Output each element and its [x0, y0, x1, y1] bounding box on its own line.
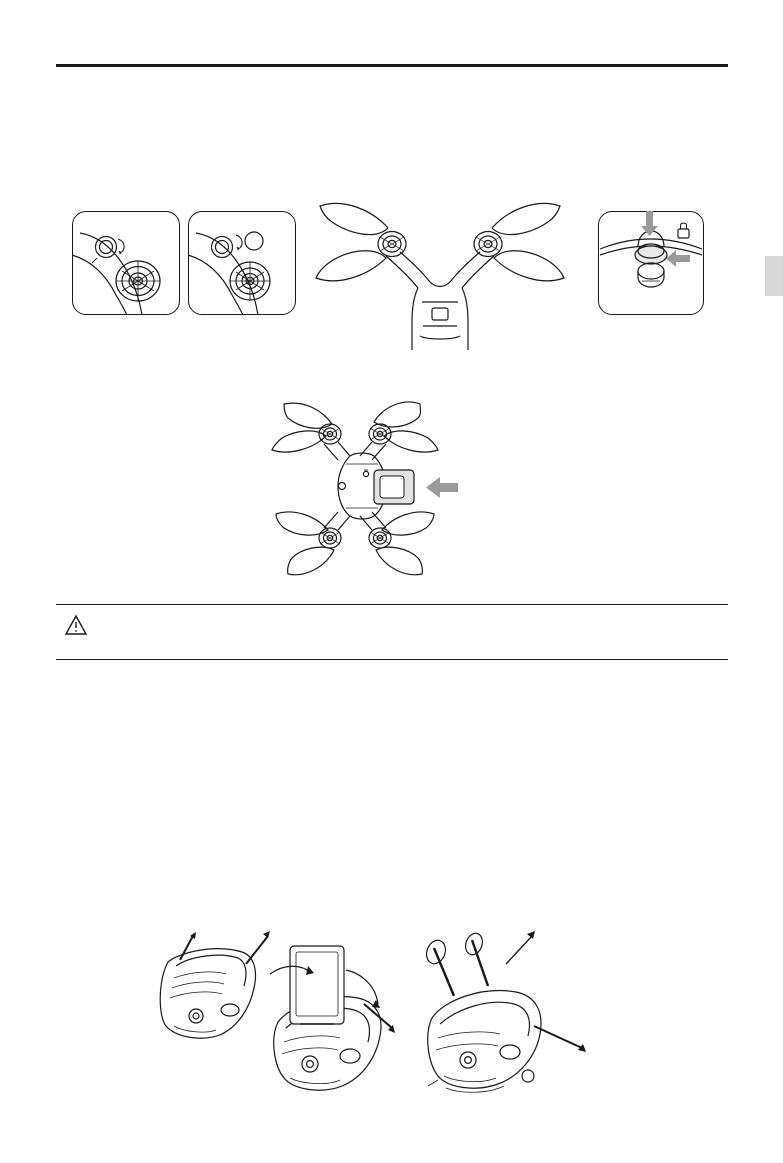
figure-propeller-detail-2 — [188, 211, 296, 315]
figure-aircraft-front-arms — [310, 190, 570, 350]
note-rule-bottom — [56, 659, 728, 660]
page-side-tab — [765, 256, 783, 296]
figure-gimbal-clamp-detail — [598, 211, 704, 315]
figure-remote-controller-antennas — [410, 930, 590, 1100]
figure-aircraft-top-view — [270, 398, 490, 598]
figure-remote-controller-unfold — [150, 930, 400, 1100]
page-top-rule — [56, 64, 728, 67]
warning-triangle-icon — [64, 614, 88, 636]
figure-propeller-detail-1 — [72, 211, 180, 315]
note-rule-top — [56, 604, 728, 605]
